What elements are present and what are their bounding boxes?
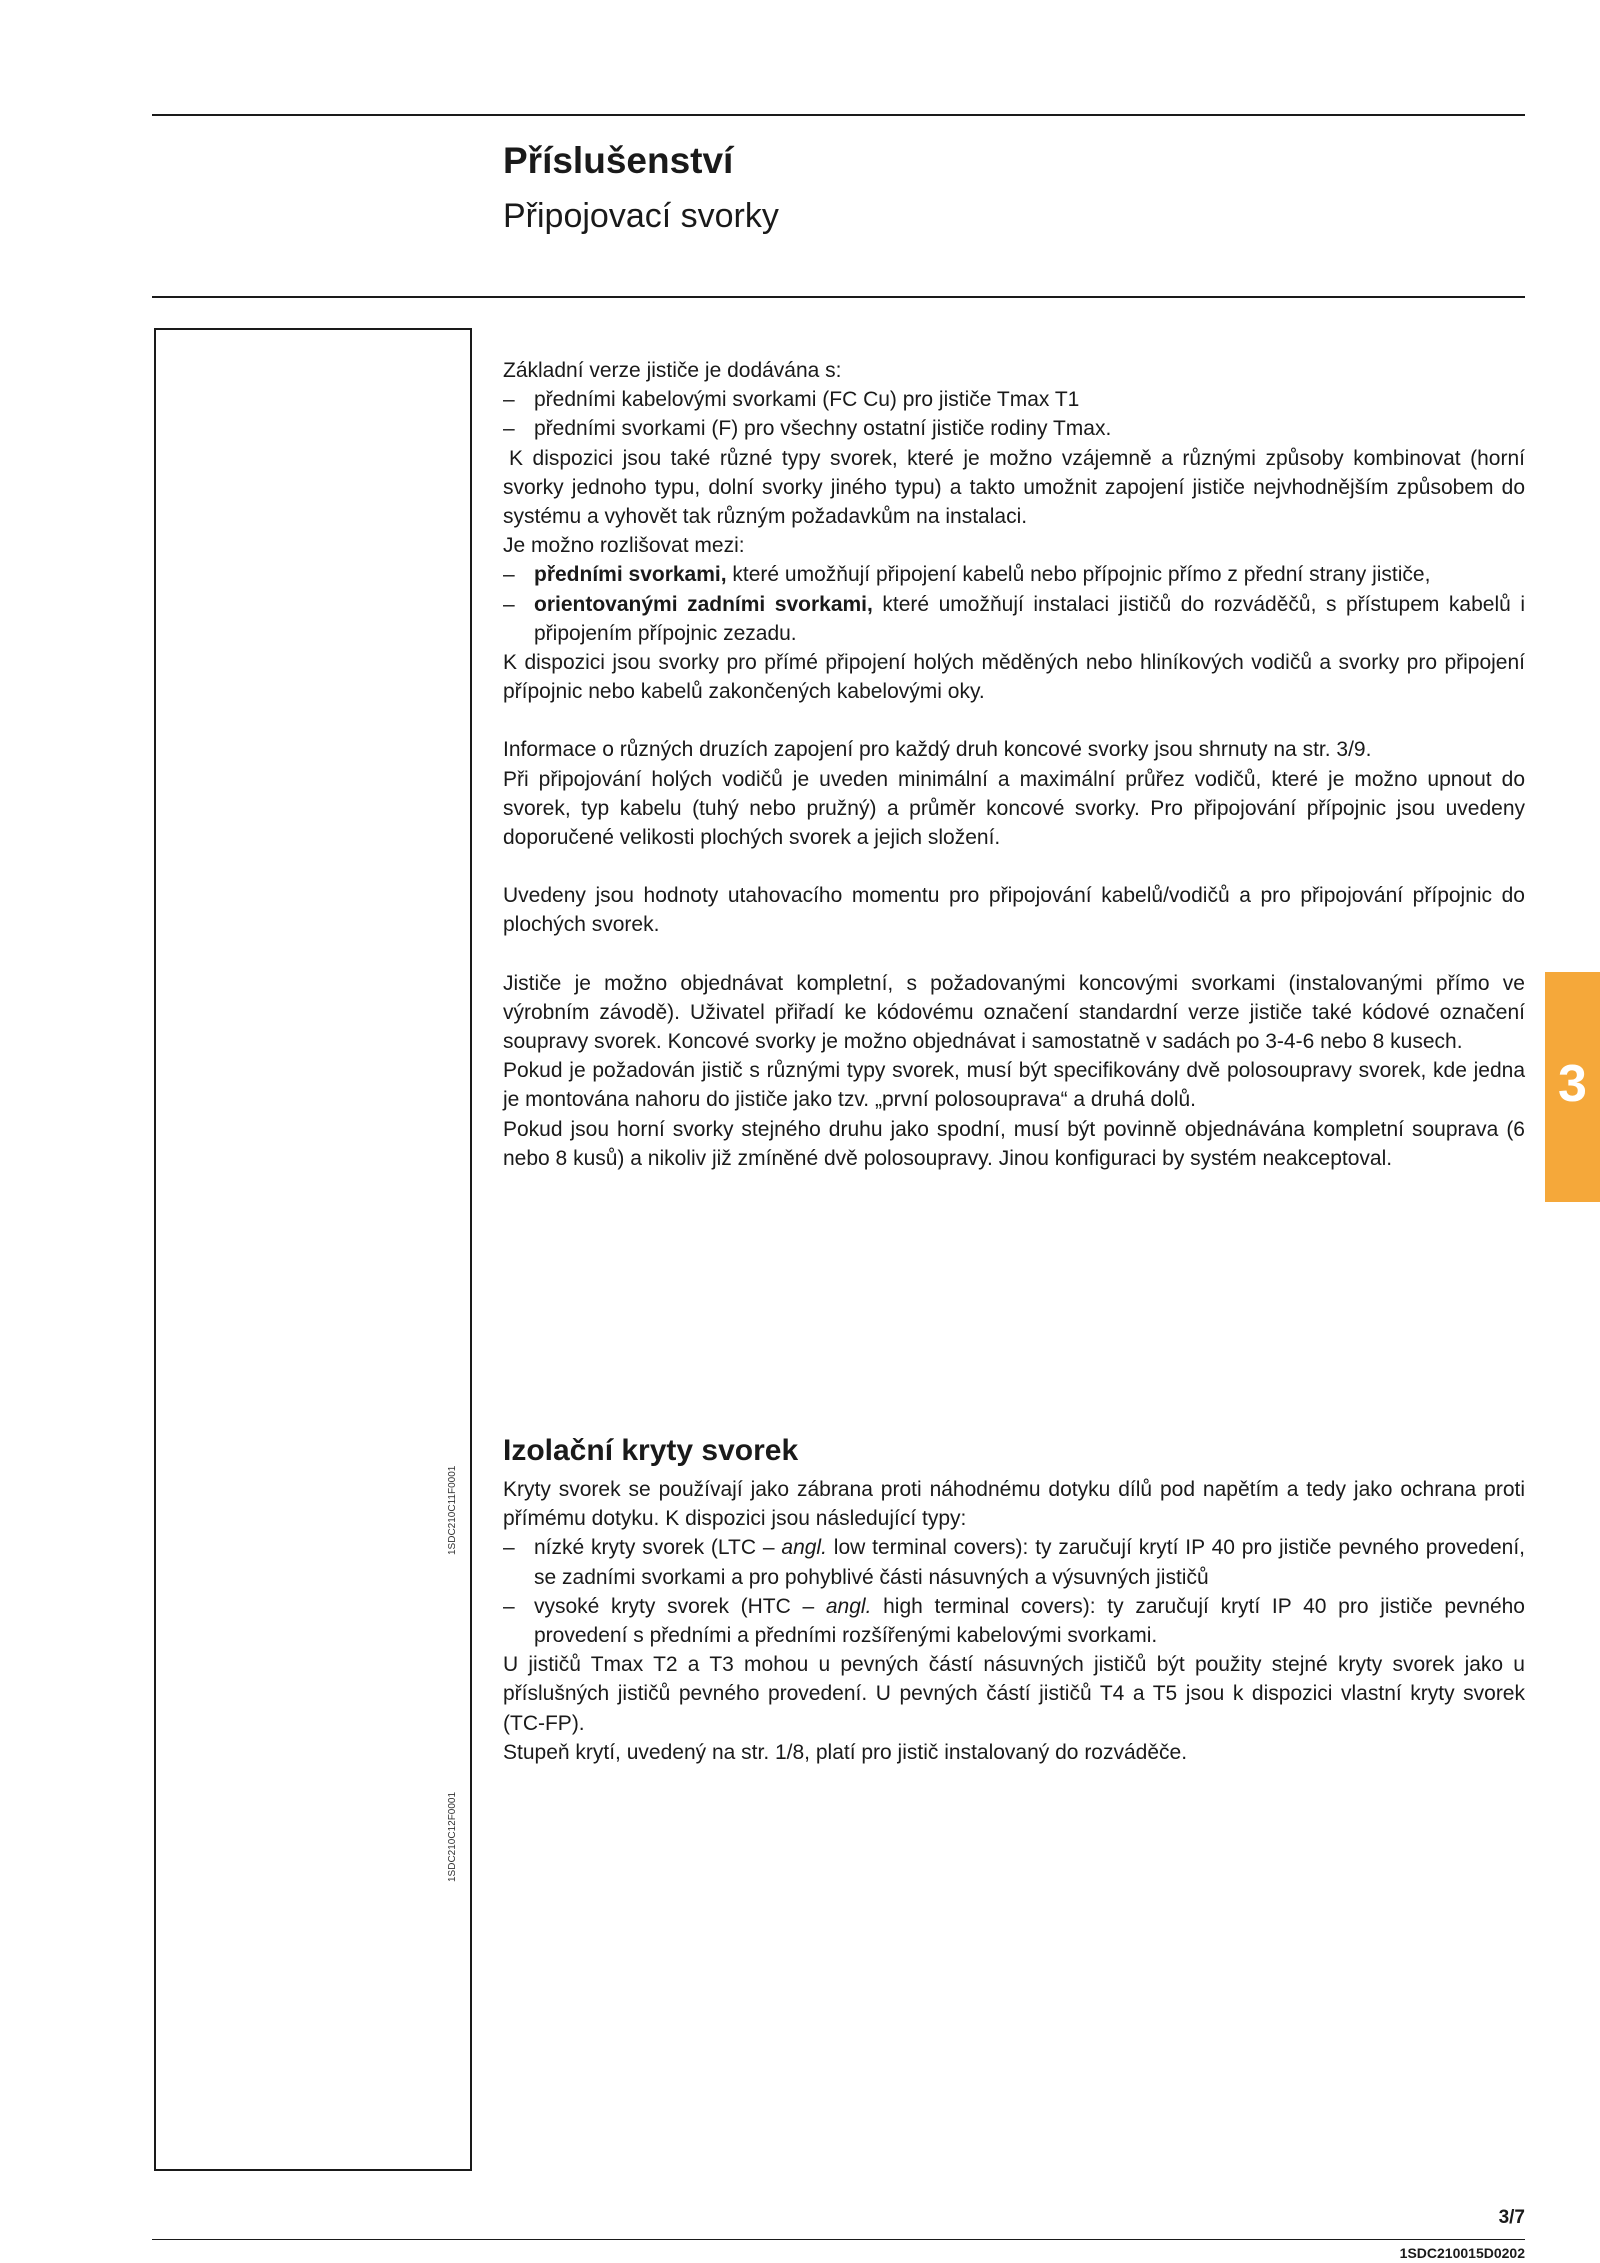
header-bottom-rule xyxy=(152,296,1525,298)
chapter-number: 3 xyxy=(1558,1055,1587,1113)
list-item: – vysoké kryty svorek (HTC – angl. high terminal covers): ty zaručují krytí IP 40 pro jističe pevného provedení s předními a předními rozšířenými kabelovými svorkami. xyxy=(503,1594,1525,1648)
figure-code-top: 1SDC210C11F0001 xyxy=(447,1465,458,1555)
section-heading: Izolační kryty svorek xyxy=(503,1434,799,1467)
figure-code-bottom: 1SDC210C12F0001 xyxy=(447,1791,458,1882)
page-number: 3/7 xyxy=(1498,2207,1525,2228)
page-subtitle: Připojovací svorky xyxy=(503,197,779,235)
list-item: – předními kabelovými svorkami (FC Cu) pro jističe Tmax T1 xyxy=(503,388,1080,412)
footer-rule xyxy=(152,2239,1525,2240)
list-item: – orientovanými zadními svorkami, které umožňují instalaci jističů do rozváděčů, s přístupem kabelů i připojením přípojnic zezadu. xyxy=(503,592,1525,645)
chapter-tab xyxy=(1545,972,1600,1202)
paragraph-wires: Při připojování holých vodičů je uveden minimální a maximální průřez vodičů, které je možno upnout do svorek, typ kabelu (tuhý nebo pružný) a průměr koncové svorky. Pro připojování přípojnic jsou uvedeny doporučené velikosti plochých svorek a jejich složení. xyxy=(503,767,1525,850)
paragraph-degree: Stupeň krytí, uvedený na str. 1/8, platí pro jistič instalovaný do rozváděče. xyxy=(503,1740,1188,1764)
terminal-covers-section xyxy=(503,1433,1525,1767)
paragraph-info: Informace o různých druzích zapojení pro každý druh koncové svorky jsou shrnuty na str. 3/9. xyxy=(503,738,1372,762)
list-item: – předními svorkami (F) pro všechny ostatní jističe rodiny Tmax. xyxy=(503,417,1112,441)
paragraph-same-terminals: Pokud jsou horní svorky stejného druhu jako spodní, musí být povinně objednávána kompletní souprava (6 nebo 8 kusů) a nikoliv již zmíněné dvě polosoupravy. Jinou konfiguraci by systém neakceptoval. xyxy=(503,1117,1525,1170)
page-title: Příslušenství xyxy=(503,140,734,181)
paragraph-covers-intro: Kryty svorek se používají jako zábrana proti náhodnému dotyku dílů pod napětím a tedy jako ochrana proti přímému dotyku. K dispozici jsou následující typy: xyxy=(503,1478,1525,1531)
document-code: 1SDC210015D0202 xyxy=(1399,2245,1525,2261)
intro-paragraph: Základní verze jističe je dodávána s: xyxy=(503,359,842,382)
terminals-section xyxy=(503,356,1525,1173)
paragraph-distinguish: Je možno rozlišovat mezi: xyxy=(503,534,745,558)
paragraph-torque: Uvedeny jsou hodnoty utahovacího momentu pro připojování kabelů/vodičů a pro připojování přípojnic do plochých svorek. xyxy=(503,884,1525,937)
paragraph-half-sets: Pokud je požadován jistič s různými typy svorek, musí být specifikovány dvě polosoupravy svorek, kde jedna je montována nahoru do jističe jako tzv. „první polosouprava“ a druhá dolů. xyxy=(503,1059,1525,1112)
figure-placeholder xyxy=(154,328,472,2171)
top-rule xyxy=(152,114,1525,116)
list-item: – nízké kryty svorek (LTC – angl. low terminal covers): ty zaručují krytí IP 40 pro jističe pevného provedení, se zadními svorkami a pro pohyblivé části násuvných a výsuvných jističů xyxy=(503,1536,1525,1589)
paragraph-available: K dispozici jsou svorky pro přímé připojení holých měděných nebo hliníkových vodičů a svorky pro připojení přípojnic nebo kabelů zakončených kabelovými oky. xyxy=(503,651,1525,704)
paragraph-order: Jističe je možno objednávat kompletní, s požadovanými koncovými svorkami (instalovanými přímo ve výrobním závodě). Uživatel přiřadí ke kódovému označení standardní verze jističe také kódové označení soupravy svorek. Koncové svorky je možno objednávat i samostatně v sadách po 3-4-6 nebo 8 kusech. xyxy=(503,971,1525,1054)
paragraph-t2-t3: U jističů Tmax T2 a T3 mohou u pevných částí násuvných jističů být použity stejné kryty svorek jako u příslušných jističů pevného provedení. U pevných částí jističů T4 a T5 jsou k dispozici vlastní kryty svorek (TC-FP). xyxy=(503,1653,1525,1735)
list-item: – předními svorkami, které umožňují připojení kabelů nebo přípojnic přímo z přední strany jističe, xyxy=(503,563,1431,587)
paragraph-types: K dispozici jsou také různé typy svorek, které je možno vzájemně a různými způsoby kombinovat (horní svorky jednoho typu, dolní svorky jiného typu) a takto umožnit zapojení jističe nejvhodnějším způsobem do systému a vyhovět tak různým požadavkům na instalaci. xyxy=(503,446,1525,529)
